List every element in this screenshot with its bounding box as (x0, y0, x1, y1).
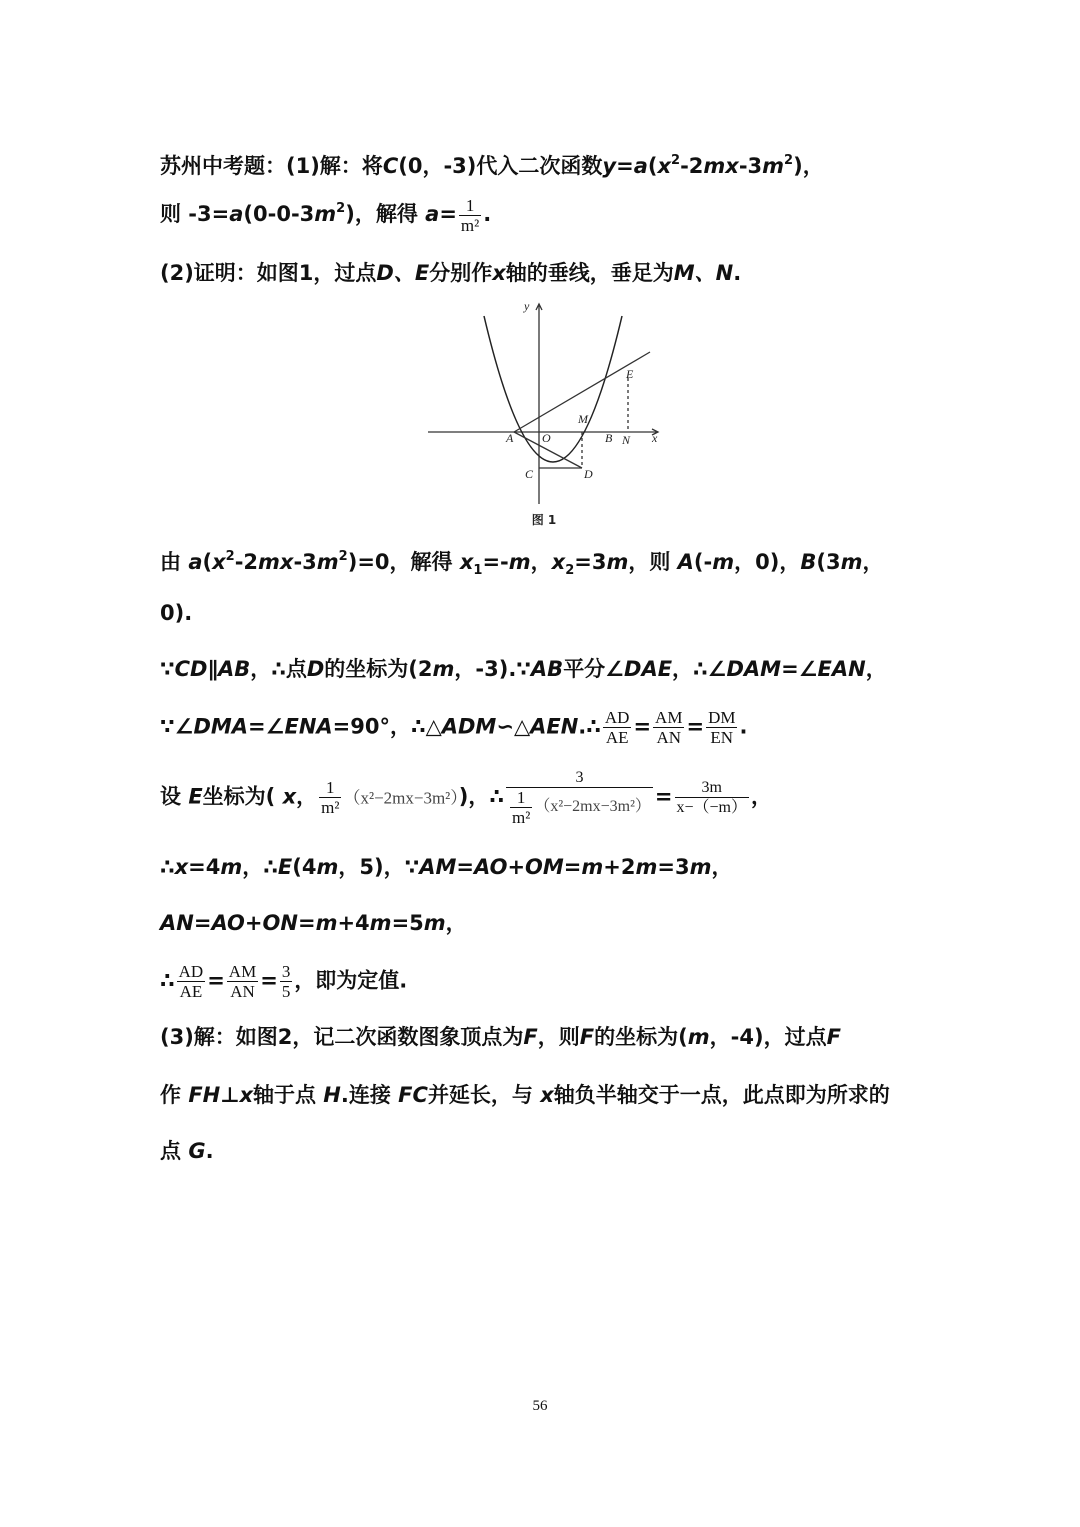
fraction-numerator: 3 (281, 962, 291, 981)
var-x: x (540, 1083, 554, 1107)
similar: ∽△ (496, 714, 531, 739)
page-number: 56 (532, 1398, 548, 1414)
text: 的坐标为(2 (324, 657, 433, 681)
text: =5 (391, 911, 424, 935)
text: + (244, 911, 263, 935)
var-m: m (687, 1025, 710, 1049)
fraction-numerator: DM (708, 708, 736, 727)
comma: ， (862, 550, 884, 574)
text-line-12 (160, 1022, 930, 1052)
label-c: C (525, 467, 534, 481)
var-c: C (382, 154, 399, 178)
parabola-curve (484, 316, 622, 462)
text: 平分∠ (563, 657, 625, 681)
superscript: 2 (671, 153, 681, 168)
text-line-6 (160, 654, 887, 684)
paren: ( (202, 550, 213, 574)
fraction-denominator: AN (656, 728, 682, 747)
text: 并延长，与 (427, 1083, 533, 1107)
fraction-dm-en (706, 708, 737, 747)
var-f: F (523, 1025, 538, 1049)
var-adm: ADM (441, 714, 497, 739)
var-f: F (579, 1025, 595, 1049)
var-mn: M、N (673, 261, 734, 285)
eq: =3 (574, 550, 607, 574)
fraction-1-over-m2 (459, 196, 481, 235)
line1-mid: -2 (680, 154, 704, 178)
text: +2 (603, 855, 636, 879)
figure-caption: 图 1 (531, 513, 557, 527)
text: ，∴∠ (672, 657, 727, 681)
var-m: m (840, 550, 863, 574)
text: ，-4)，过点 (709, 1025, 827, 1049)
line3-tail: 轴的垂线，垂足为 (505, 261, 674, 285)
var-ena: ENA (284, 714, 333, 739)
eq: = (654, 784, 673, 809)
fraction-big (506, 768, 653, 827)
fraction-numerator: 1 (510, 788, 532, 808)
var-m: m (712, 550, 735, 574)
fraction-denominator: AE (605, 728, 629, 747)
eq: = (260, 968, 278, 993)
var-m: m (315, 911, 338, 935)
fraction-numerator: AM (655, 708, 683, 727)
fraction-1-over-m2 (319, 778, 341, 817)
superscript: 2 (225, 549, 235, 564)
var-m: m (220, 855, 243, 879)
perpendicular: ⊥ (220, 1083, 240, 1107)
parabola-diagram (428, 298, 668, 530)
expression: （x²−2mx−3m²） (343, 788, 459, 808)
comma: ， (751, 784, 772, 809)
comma: ， (296, 784, 318, 809)
text: =90°，∴△ (332, 714, 442, 739)
var-y: y (602, 154, 617, 178)
label-d: D (584, 467, 593, 481)
text: ， (445, 911, 467, 935)
fraction-numerator: AD (604, 708, 630, 727)
text-line-11 (160, 962, 407, 1001)
var-m: m (314, 202, 337, 226)
var-x2: x (551, 550, 566, 574)
var-a: a (425, 202, 440, 226)
text-line-9 (160, 852, 733, 882)
period: . (483, 202, 492, 226)
text: ∴ (160, 855, 175, 879)
fraction-denominator: m² (321, 798, 340, 817)
var-fc: FC (398, 1083, 428, 1107)
text: = (563, 855, 582, 879)
text-line-13 (160, 1080, 890, 1110)
var-dae: DAE (624, 657, 673, 681)
text: ∵∠ (160, 714, 194, 739)
line1-minus3: -3 (738, 154, 763, 178)
figure-1 (428, 298, 668, 530)
var-e: E (188, 784, 203, 809)
text: +4 (337, 911, 370, 935)
fraction-denominator: EN (710, 728, 734, 747)
fraction-1-over-m2 (510, 788, 532, 827)
var-mx: mx (703, 154, 739, 178)
coord: (- (693, 550, 713, 574)
var-an: AN (160, 911, 194, 935)
period: . (205, 1139, 214, 1163)
fraction-3-5 (280, 962, 293, 1001)
fraction-am-an (227, 962, 258, 1001)
fraction-denominator: x−（−m） (676, 799, 747, 816)
text-line-2 (160, 194, 491, 235)
label-x: x (652, 431, 658, 445)
var-a: a (188, 550, 203, 574)
text: ∴ (160, 968, 175, 993)
var-ab: AB (530, 657, 564, 681)
var-fh: FH (188, 1083, 221, 1107)
var-ao: AO (211, 911, 245, 935)
fraction-am-an (653, 708, 684, 747)
line4-minus3: -3 (293, 550, 317, 574)
eq: = (633, 714, 652, 739)
period: . (739, 714, 748, 739)
label-a: A (506, 431, 514, 445)
var-h: H (323, 1083, 341, 1107)
var-m: m (581, 855, 604, 879)
text-line-8 (160, 768, 772, 827)
comma: ， (530, 550, 552, 574)
text: 作 (160, 1083, 181, 1107)
text-line-14 (160, 1136, 214, 1166)
fraction-ad-ae (177, 962, 206, 1001)
var-am: AM (419, 855, 457, 879)
var-om: OM (525, 855, 564, 879)
text: ， (865, 657, 887, 681)
eq: = (439, 202, 457, 226)
fraction-denominator: 5 (281, 982, 291, 1001)
line3-mid: 分别作 (429, 261, 493, 285)
var-aen: AEN (530, 714, 579, 739)
because: ∵ (160, 657, 175, 681)
text: 坐标为( (202, 784, 276, 809)
text: = (193, 911, 212, 935)
line3-lead: (2)证明：如图1，过点 (160, 261, 377, 285)
coord: ，0)， (734, 550, 801, 574)
var-dam: DAM (726, 657, 782, 681)
text: .连接 (340, 1083, 391, 1107)
line2-body: (0-0-3 (243, 202, 315, 226)
var-ab: AB (217, 657, 251, 681)
text-line-5 (160, 598, 192, 628)
var-a-point: A (677, 550, 694, 574)
text: (3)解：如图2，记二次函数图象顶点为 (160, 1025, 524, 1049)
fraction-denominator: m² (512, 808, 531, 827)
var-a: a (633, 154, 648, 178)
text-line-4 (160, 542, 883, 586)
label-b: B (605, 431, 613, 445)
line1-lead: 苏州中考题：(1)解：将 (160, 154, 383, 178)
eq: = (686, 714, 705, 739)
text-line-3 (160, 258, 741, 288)
line4-close: )=0，解得 (347, 550, 453, 574)
var-m: m (423, 911, 446, 935)
coord: (3 (816, 550, 841, 574)
eq: = (207, 968, 225, 993)
var-cd: CD (174, 657, 208, 681)
text: + (507, 855, 526, 879)
fraction-numerator: 1 (319, 778, 341, 798)
label-e: E (626, 367, 634, 381)
fraction-denominator: AN (230, 982, 255, 1001)
eq: = (616, 154, 634, 178)
then: ，则 (628, 550, 671, 574)
var-m: m (508, 550, 531, 574)
var-m: m (432, 657, 455, 681)
fraction-numerator: 3m (675, 778, 750, 798)
text: =4 (188, 855, 221, 879)
fraction-numerator: AM (228, 962, 257, 981)
text-line-1 (160, 146, 824, 181)
fraction-3m (675, 778, 750, 817)
var-x: x (282, 784, 297, 809)
line2-lead: 则 -3= (160, 202, 230, 226)
text: 点 (160, 1139, 181, 1163)
var-b-point: B (800, 550, 817, 574)
var-g: G (188, 1139, 206, 1163)
line4-lead: 由 (160, 550, 181, 574)
paren: )， (793, 154, 824, 178)
var-m: m (635, 855, 658, 879)
fraction-denominator: m² (460, 215, 480, 235)
var-a: a (229, 202, 244, 226)
text: = (297, 911, 316, 935)
fraction-numerator: AD (178, 962, 204, 981)
line4-mid: -2 (234, 550, 259, 574)
superscript: 2 (336, 201, 346, 216)
text: =∠ (248, 714, 285, 739)
text: ，-3).∵ (454, 657, 531, 681)
var-on: ON (262, 911, 298, 935)
text: ， (711, 855, 733, 879)
label-m: M (578, 412, 588, 426)
subscript: 1 (473, 563, 483, 578)
text: ，∴ (242, 855, 278, 879)
var-m: m (369, 911, 392, 935)
var-f: F (826, 1025, 841, 1049)
text: 轴于点 (252, 1083, 316, 1107)
var-m: m (316, 855, 339, 879)
var-de: D、E (376, 261, 430, 285)
text: = (456, 855, 474, 879)
text: ，∴点 (250, 657, 307, 681)
var-m: m (762, 154, 785, 178)
superscript: 2 (784, 153, 794, 168)
text: =∠ (781, 657, 818, 681)
var-d: D (306, 657, 325, 681)
superscript: 2 (338, 549, 348, 564)
line2-tail: )，解得 (345, 202, 418, 226)
var-m: m (606, 550, 629, 574)
expression: （x²−2mx−3m²） (534, 798, 651, 816)
eq: =- (482, 550, 509, 574)
text: ，即为定值. (294, 968, 408, 993)
var-dma: DMA (193, 714, 249, 739)
var-mx: mx (258, 550, 294, 574)
var-ao: AO (473, 855, 508, 879)
var-ean: EAN (817, 657, 866, 681)
label-o: O (542, 431, 551, 445)
var-x: x (239, 1083, 253, 1107)
var-x1: x (459, 550, 474, 574)
fraction-denominator (506, 788, 653, 827)
text: (4 (292, 855, 317, 879)
text: ，5)，∵ (338, 855, 420, 879)
paren: ( (647, 154, 658, 178)
line5-text: 0). (160, 601, 193, 625)
var-e: E (277, 855, 293, 879)
text: ，则 (537, 1025, 580, 1049)
text-line-10 (160, 908, 467, 938)
var-x: x (174, 855, 189, 879)
var-x: x (212, 550, 226, 574)
fraction-denominator: AE (179, 982, 203, 1001)
period: . (733, 261, 742, 285)
text: )，∴ (458, 784, 505, 809)
var-m: m (316, 550, 339, 574)
fraction-ad-ae (603, 708, 632, 747)
fraction-numerator: 3 (506, 768, 653, 788)
parallel: ∥ (207, 657, 218, 681)
text: 设 (160, 784, 181, 809)
label-n: N (622, 433, 631, 447)
var-x: x (657, 154, 672, 178)
text: 的坐标为( (594, 1025, 688, 1049)
text: .∴ (578, 714, 601, 739)
var-x: x (492, 261, 506, 285)
var-m: m (689, 855, 712, 879)
text: =3 (657, 855, 690, 879)
text: 轴负半轴交于一点，此点即为所求的 (553, 1083, 890, 1107)
subscript: 2 (565, 563, 575, 578)
text-line-7 (160, 708, 747, 747)
label-y: y (524, 299, 530, 313)
fraction-numerator: 1 (459, 196, 481, 216)
line1-coord: (0，-3)代入二次函数 (398, 154, 603, 178)
